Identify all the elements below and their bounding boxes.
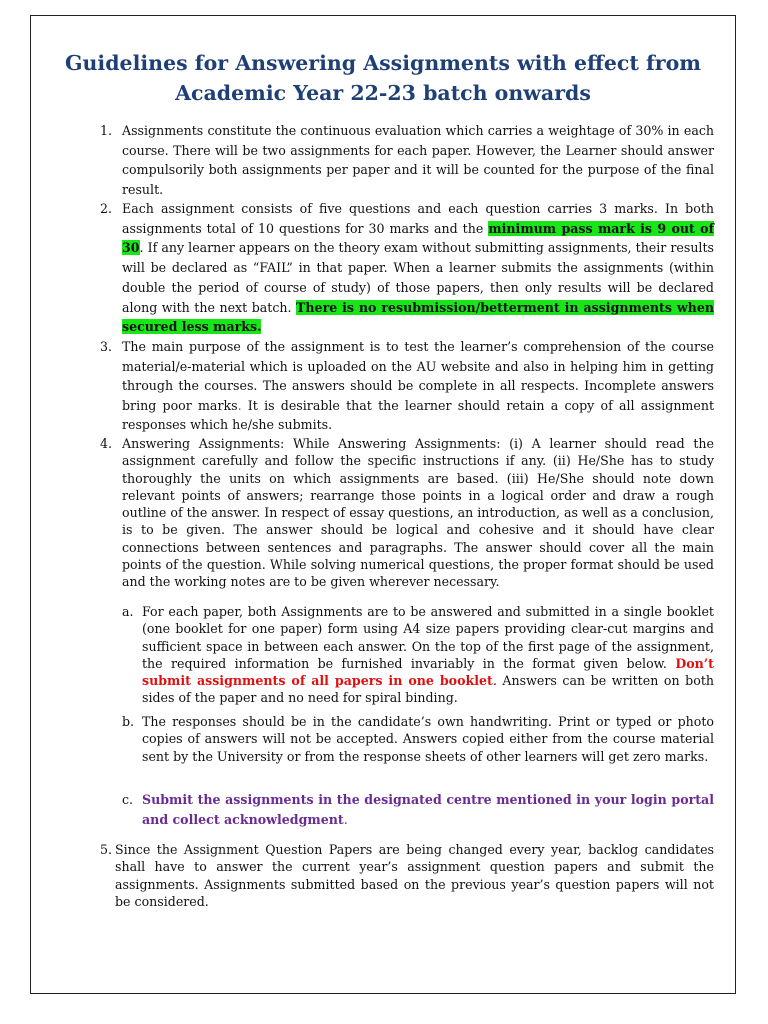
item-text-part: .	[237, 397, 242, 413]
guideline-item-4	[100, 435, 714, 591]
item-text: Assignments constitute the continuous evaluation which carries a weightage of 30% in each course. There will be two assignments for each paper. However, the Learner should answer compulsorily both assignments per paper and it will be counted for the purpose of the final result.	[122, 123, 714, 197]
item-number: 5.	[100, 842, 113, 857]
highlight-pass-mark: minimum pass mark is 9 out of 30	[122, 220, 714, 256]
item-text-part: It is desirable that the learner should retain a copy of all assignment responses which he/she submits.	[122, 397, 714, 433]
item-text	[100, 337, 714, 435]
item-text-part: For each paper, both Assignments are to be answered and submitted in a single booklet (one booklet for one paper) form using A4 size papers providing clear-cut margins and sufficient space in between each answer. On the top of the first page of the assignment, the required information be furnished invariably in the format given below.	[142, 604, 714, 671]
item-number: 2.	[100, 201, 113, 216]
item-text-part: . Answers can be written on both sides of the paper and no need for spiral binding.	[142, 673, 714, 706]
item-text-part: . If any learner appears on the theory exam without submitting assignments, their results will be declared as “FAIL” in that paper. When a learner submits the assignments (within double the period of course of study) of those papers, then only results will be declared along with the next batch.	[122, 240, 714, 315]
sub-item-c	[122, 790, 714, 830]
sub-item-a	[122, 603, 714, 707]
sub-item-label: b.	[122, 714, 135, 729]
title-line-2: Academic Year 22-23 batch onwards	[175, 81, 591, 105]
item-text	[100, 199, 714, 337]
page-title	[30, 48, 736, 108]
sub-item-label: a.	[122, 604, 134, 619]
item-text: Since the Assignment Question Papers are being changed every year, backlog candidates shall have to answer the current year’s assignment question papers and submit the assignments. Assignments submitted based on the previous year’s question papers will not be considered.	[115, 842, 714, 909]
title-line-1: Guidelines for Answering Assignments with effect from	[65, 51, 701, 75]
item-text-part: Each assignment consists of five questions and each question carries 3 marks. In both assignments total of 10 questions for 30 marks and the	[122, 201, 714, 236]
guideline-item-2	[100, 199, 714, 337]
guideline-item-1	[100, 121, 714, 199]
warning-one-booklet: Don’t submit assignments of all papers in one booklet	[142, 655, 714, 689]
item-number: 4.	[100, 436, 113, 451]
item-text-part: .	[343, 812, 348, 827]
sub-item-text: The responses should be in the candidate’s own handwriting. Print or typed or photo copies of answers will not be accepted. Answers copied either from the course material sent by the University or from the response sheets of other learners will get zero marks.	[142, 714, 714, 764]
guideline-item-5	[100, 841, 714, 910]
sub-item-text	[122, 603, 714, 707]
submission-instruction	[122, 790, 714, 830]
sub-item-b	[122, 713, 714, 765]
item-number: 1.	[100, 123, 113, 138]
highlight-no-resubmission: There is no resubmission/betterment in assignments when secured less marks.	[122, 299, 714, 335]
item-text-part: The main purpose of the assignment is to test the learner’s comprehension of the course material/e-material which is uploaded on the AU website and also in helping him in getting through the courses. The answers should be complete in all respects. Incomplete answers bring poor marks	[122, 339, 714, 413]
guideline-item-3	[100, 337, 714, 435]
item-text: Answering Assignments: While Answering Assignments: (i) A learner should read the assignment carefully and follow the specific instructions if any. (ii) He/She has to study thoroughly the units on which assignments are based. (iii) He/She should note down relevant points of answers; rearrange those points in a logical order and draw a rough outline of the answer. In respect of essay questions, an introduction, as well as a conclusion, is to be given. The answer should be logical and cohesive and it should have clear connections between sentences and paragraphs. The answer should cover all the main points of the question. While solving numerical questions, the proper format should be used and the working notes are to be given wherever necessary.	[122, 436, 714, 590]
sub-item-label: c.	[122, 792, 134, 807]
item-text-part: Submit the assignments in the designated centre mentioned in your login portal and collect acknowledgment	[142, 792, 714, 827]
item-number: 3.	[100, 339, 113, 354]
